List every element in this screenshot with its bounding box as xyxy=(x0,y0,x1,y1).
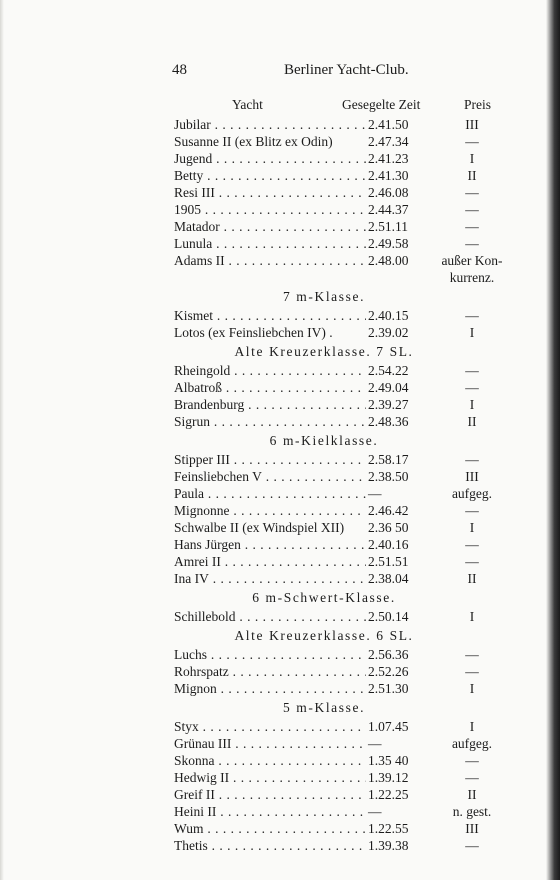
prize-value: — xyxy=(465,770,479,785)
yacht-name: Jubilar . . . xyxy=(174,116,366,133)
sailed-time: 1.39.38 xyxy=(368,838,409,853)
table-row xyxy=(174,646,514,663)
sailed-time: 2.47.34 xyxy=(368,134,409,149)
running-header xyxy=(172,62,512,84)
sailed-time: 2.38.50 xyxy=(368,469,409,484)
prize-value: I xyxy=(469,609,475,624)
table-row xyxy=(174,803,514,820)
prize-value: — xyxy=(465,554,479,569)
table-row xyxy=(174,769,514,786)
sailed-time: 2.49.58 xyxy=(368,236,409,251)
sailed-time: 2.41.50 xyxy=(368,117,409,132)
table-row xyxy=(174,218,514,235)
class-heading: 7 m-Klasse. xyxy=(282,289,366,304)
sailed-time: 2.41.30 xyxy=(368,168,409,183)
table-row xyxy=(174,519,514,536)
prize-value: aufgeg. xyxy=(451,736,493,751)
table-row xyxy=(174,252,514,269)
table-row xyxy=(174,485,514,502)
table-row xyxy=(174,116,514,133)
class-group xyxy=(174,341,514,430)
prize-value: — xyxy=(465,219,479,234)
table-row xyxy=(174,307,514,324)
sailed-time: 2.36 50 xyxy=(368,520,409,535)
class-heading: 6 m-Schwert-Klasse. xyxy=(252,590,396,605)
prize-value: I xyxy=(469,325,475,340)
yacht-name: Hedwig II . . . xyxy=(174,769,366,786)
sailed-time: 2.49.04 xyxy=(368,380,409,395)
sailed-time: — xyxy=(368,804,382,819)
table-row xyxy=(174,201,514,218)
yacht-name: Brandenburg . . . xyxy=(174,396,366,413)
sailed-time: 2.48.00 xyxy=(368,253,409,268)
sailed-time: 2.38.04 xyxy=(368,571,409,586)
sailed-time: 2.39.02 xyxy=(368,325,409,340)
prize-value: — xyxy=(465,537,479,552)
yacht-name: Ina IV . . . xyxy=(174,570,366,587)
yacht-name: Stipper III . . . xyxy=(174,451,366,468)
yacht-name: Resi III . . . xyxy=(174,184,366,201)
prize-value: — xyxy=(465,838,479,853)
prize-value: — xyxy=(465,452,479,467)
yacht-name: Greif II . . . xyxy=(174,786,366,803)
class-group xyxy=(174,430,514,587)
class-heading: 6 m-Kielklasse. xyxy=(269,433,379,448)
yacht-name: Styx . . . xyxy=(174,718,366,735)
column-header-yacht: Yacht xyxy=(232,97,263,112)
table-row xyxy=(174,502,514,519)
table-row xyxy=(174,820,514,837)
table-row xyxy=(174,837,514,854)
class-heading: Alte Kreuzerklasse. 6 SL. xyxy=(234,628,414,643)
sailed-time: 1.07.45 xyxy=(368,719,409,734)
yacht-name: Adams II . . . xyxy=(174,252,366,269)
table-row xyxy=(174,184,514,201)
yacht-name: Luchs . . . xyxy=(174,646,366,663)
table-row xyxy=(174,150,514,167)
table-row xyxy=(174,553,514,570)
prize-note-row xyxy=(174,269,514,286)
column-header-time: Gesegelte Zeit xyxy=(342,97,421,112)
sailed-time: 2.41.23 xyxy=(368,151,409,166)
yacht-name: Schillebold . . . xyxy=(174,608,366,625)
sailed-time: 2.52.26 xyxy=(368,664,409,679)
prize-value: — xyxy=(465,185,479,200)
prize-note: kurrenz. xyxy=(449,270,495,285)
table-row xyxy=(174,235,514,252)
results-table xyxy=(174,96,514,854)
sailed-time: 2.51.11 xyxy=(368,219,408,234)
sailed-time: 2.54.22 xyxy=(368,363,409,378)
yacht-name: Skonna . . . xyxy=(174,752,366,769)
table-row xyxy=(174,379,514,396)
prize-value: I xyxy=(469,719,475,734)
table-row xyxy=(174,663,514,680)
prize-value: II xyxy=(467,571,477,586)
running-title: Berliner Yacht-Club. xyxy=(284,62,409,78)
yacht-name: Feinsliebchen V . . . xyxy=(174,468,366,485)
sailed-time: — xyxy=(368,486,382,501)
page-number: 48 xyxy=(172,62,187,78)
prize-value: n. gest. xyxy=(452,804,492,819)
table-row xyxy=(174,133,514,150)
yacht-name: Heini II . . . xyxy=(174,803,366,820)
sailed-time: 2.39.27 xyxy=(368,397,409,412)
yacht-name: Wum . . . xyxy=(174,820,366,837)
prize-value: aufgeg. xyxy=(451,486,493,501)
table-row xyxy=(174,752,514,769)
yacht-name: Schwalbe II (ex Windspiel XII) xyxy=(174,520,345,535)
prize-value: I xyxy=(469,397,475,412)
yacht-name: Betty . . . xyxy=(174,167,366,184)
table-row xyxy=(174,570,514,587)
table-row xyxy=(174,396,514,413)
page-left-edge xyxy=(0,0,4,880)
class-heading: 5 m-Klasse. xyxy=(282,700,366,715)
table-row xyxy=(174,608,514,625)
yacht-name: Rheingold . . . xyxy=(174,362,366,379)
sailed-time: 1.39.12 xyxy=(368,770,409,785)
table-row xyxy=(174,451,514,468)
sailed-time: 2.51.51 xyxy=(368,554,409,569)
sailed-time: 2.51.30 xyxy=(368,681,409,696)
table-row xyxy=(174,324,514,341)
prize-value: — xyxy=(465,647,479,662)
class-group xyxy=(174,286,514,341)
table-row xyxy=(174,735,514,752)
table-row xyxy=(174,362,514,379)
prize-value: außer Kon- xyxy=(441,253,503,268)
yacht-name: 1905 . . . xyxy=(174,201,366,218)
sailed-time: 2.40.16 xyxy=(368,537,409,552)
sailed-time: 2.44.37 xyxy=(368,202,409,217)
class-heading: Alte Kreuzerklasse. 7 SL. xyxy=(234,344,414,359)
prize-value: I xyxy=(469,151,475,166)
yacht-name: Kismet . . . xyxy=(174,307,366,324)
prize-value: III xyxy=(465,821,479,836)
yacht-name: Matador . . . xyxy=(174,218,366,235)
prize-value: I xyxy=(469,681,475,696)
prize-value: — xyxy=(465,363,479,378)
yacht-name: Thetis . . . xyxy=(174,837,366,854)
sailed-time: 1.35 40 xyxy=(368,753,409,768)
prize-value: — xyxy=(465,236,479,251)
sailed-time: 2.46.08 xyxy=(368,185,409,200)
sailed-time: 2.50.14 xyxy=(368,609,409,624)
yacht-name: Jugend . . . xyxy=(174,150,366,167)
table-row xyxy=(174,786,514,803)
sailed-time: 2.48.36 xyxy=(368,414,409,429)
table-row xyxy=(174,413,514,430)
page-binding-shadow xyxy=(546,0,560,880)
yacht-name: Susanne II (ex Blitz ex Odin) xyxy=(174,134,333,149)
prize-value: II xyxy=(467,787,477,802)
yacht-name: Mignonne . . . xyxy=(174,502,366,519)
table-row xyxy=(174,468,514,485)
class-group xyxy=(174,116,514,286)
yacht-name: Rohrspatz . . . xyxy=(174,663,366,680)
yacht-name: Grünau III . . . xyxy=(174,735,366,752)
yacht-name: Lotos (ex Feinsliebchen IV) . xyxy=(174,325,333,340)
yacht-name: Mignon . . . xyxy=(174,680,366,697)
prize-value: III xyxy=(465,117,479,132)
class-groups xyxy=(174,116,514,854)
prize-value: II xyxy=(467,414,477,429)
prize-value: III xyxy=(465,469,479,484)
yacht-name: Lunula . . . xyxy=(174,235,366,252)
yacht-name: Paula . . . xyxy=(174,485,366,502)
column-header-prize: Preis xyxy=(464,97,491,112)
prize-value: — xyxy=(465,753,479,768)
prize-value: — xyxy=(465,664,479,679)
table-row xyxy=(174,167,514,184)
class-group xyxy=(174,697,514,854)
sailed-time: 1.22.25 xyxy=(368,787,409,802)
column-headers xyxy=(174,96,514,116)
yacht-name: Amrei II . . . xyxy=(174,553,366,570)
prize-value: I xyxy=(469,520,475,535)
yacht-name: Sigrun . . . xyxy=(174,413,366,430)
sailed-time: 1.22.55 xyxy=(368,821,409,836)
yacht-name: Albatroß . . . xyxy=(174,379,366,396)
yacht-name: Hans Jürgen . . . xyxy=(174,536,366,553)
prize-value: II xyxy=(467,168,477,183)
sailed-time: 2.46.42 xyxy=(368,503,409,518)
prize-value: — xyxy=(465,380,479,395)
sailed-time: — xyxy=(368,736,382,751)
table-row xyxy=(174,536,514,553)
table-row xyxy=(174,718,514,735)
prize-value: — xyxy=(465,503,479,518)
class-group xyxy=(174,625,514,697)
table-row xyxy=(174,680,514,697)
sailed-time: 2.40.15 xyxy=(368,308,409,323)
prize-value: — xyxy=(465,134,479,149)
sailed-time: 2.56.36 xyxy=(368,647,409,662)
prize-value: — xyxy=(465,202,479,217)
class-group xyxy=(174,587,514,625)
prize-value: — xyxy=(465,308,479,323)
sailed-time: 2.58.17 xyxy=(368,452,409,467)
